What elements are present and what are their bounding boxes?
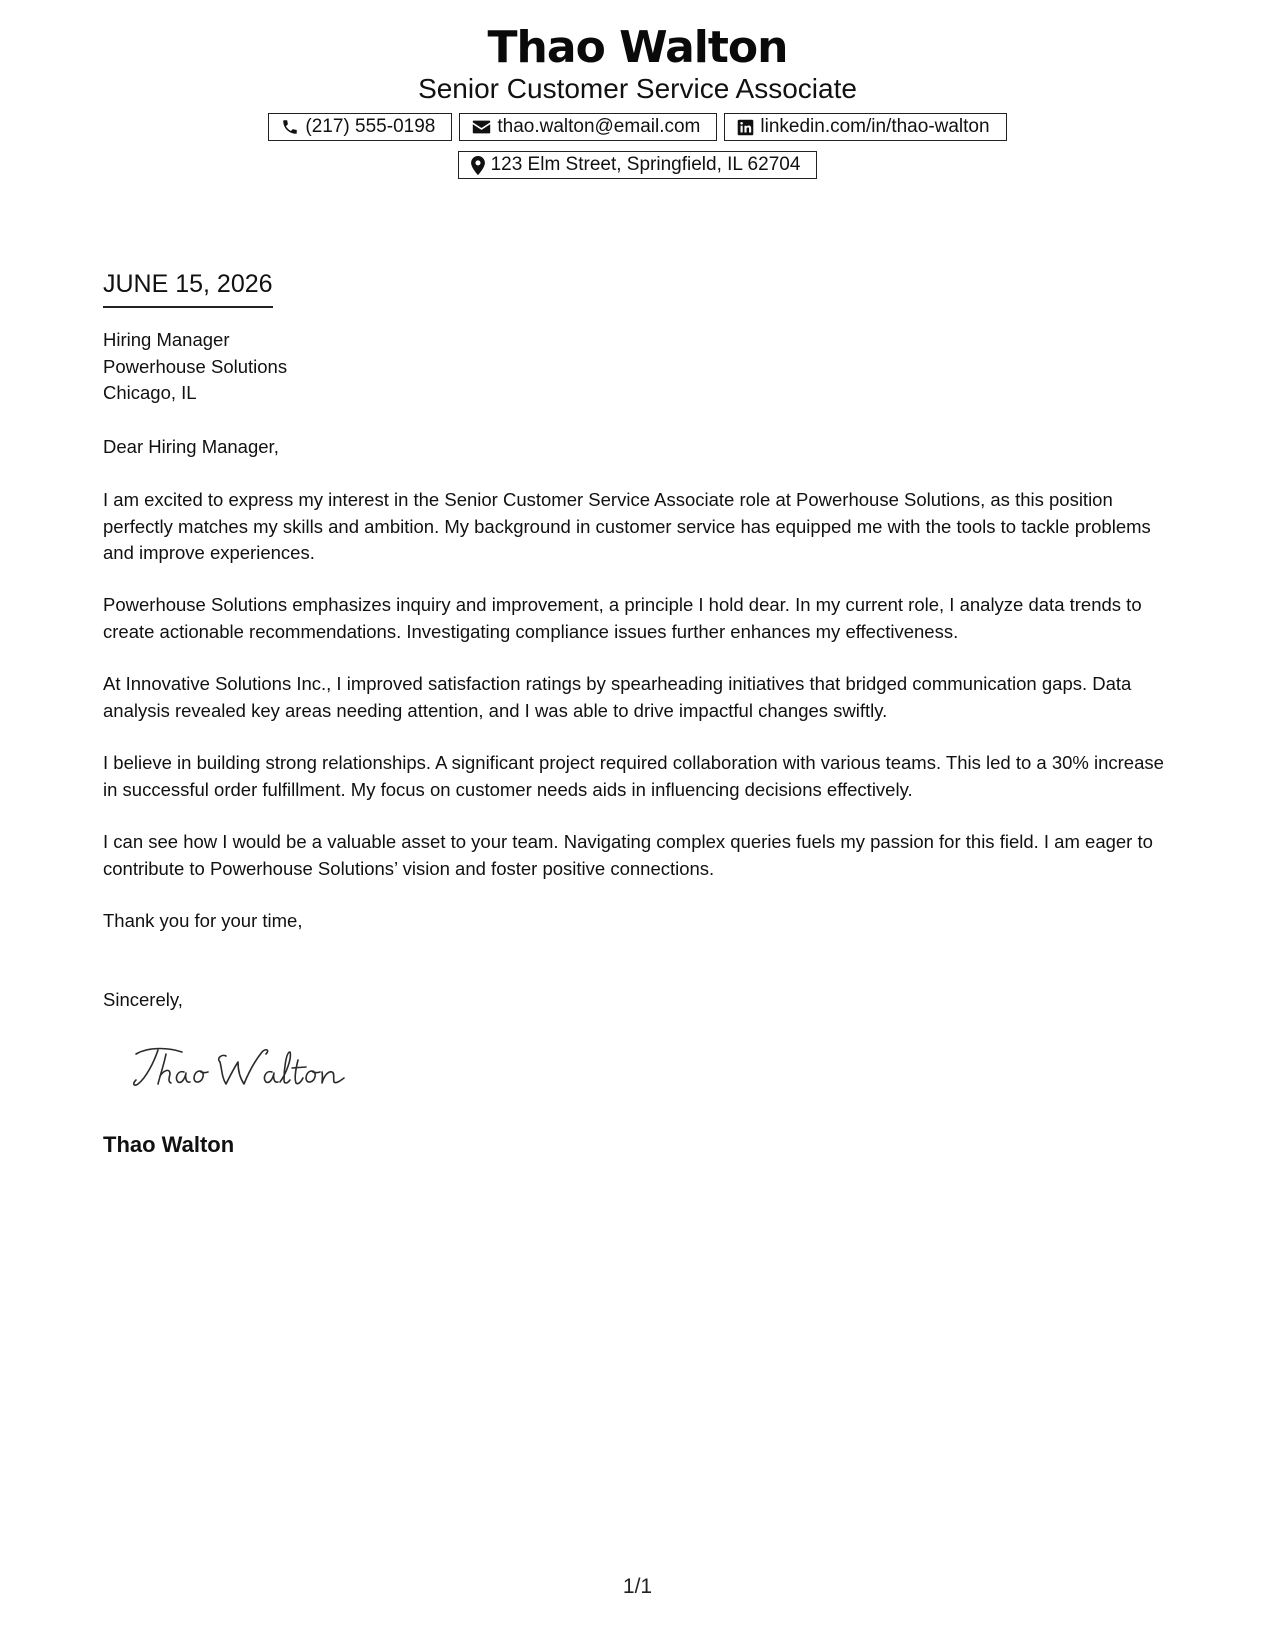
email-address: thao.walton@email.com [497, 116, 701, 137]
phone-icon [281, 118, 299, 136]
map-pin-icon [471, 156, 485, 175]
signed-name: Thao Walton [103, 1132, 235, 1157]
recipient-company: Powerhouse Solutions [103, 355, 288, 377]
job-title: Senior Customer Service Associate [418, 73, 857, 104]
phone-contact [268, 113, 452, 141]
contact-row [0, 113, 1275, 141]
street-address: 123 Elm Street, Springfield, IL 62704 [490, 154, 801, 175]
recipient-line: Hiring Manager [103, 329, 230, 350]
paragraph: I can see how I would be a valuable asset to your team. Navigating complex queries fuels my passion for this field. I am eager to contribute to Powerhouse Solutions’ vision and foster positive connections. [103, 831, 1153, 879]
letter-date: JUNE 15, 2026 [103, 268, 273, 308]
linkedin-icon [737, 119, 754, 136]
recipient-location: Chicago, IL [103, 382, 197, 403]
phone-number: (217) 555-0198 [305, 116, 436, 137]
linkedin-url: linkedin.com/in/thao-walton [760, 116, 990, 137]
paragraph: Powerhouse Solutions emphasizes inquiry and improvement, a principle I hold dear. In my current role, I analyze data trends to create actionable recommendations. Investigating compliance issues further enhances my effectiveness. [103, 594, 1142, 642]
paragraph: I am excited to express my interest in the Senior Customer Service Associate role at Powerhouse Solutions, as this position perfectly matches my skills and ambition. My background in customer service has equipped me with the tools to tackle problems and improve experiences. [103, 489, 1151, 563]
salutation: Dear Hiring Manager, [103, 436, 279, 457]
closing-line: Sincerely, [103, 989, 183, 1010]
page-number: 1/1 [622, 1575, 653, 1598]
linkedin-contact [724, 113, 1006, 141]
email-contact [459, 113, 717, 141]
handwritten-signature [130, 1040, 350, 1096]
paragraph: I believe in building strong relationships. A significant project required collaboration with various teams. This led to a 30% increase in successful order fulfillment. My focus on customer needs aids in influencing decisions effectively. [103, 752, 1164, 800]
applicant-name: Thao Walton [487, 22, 788, 73]
thanks-line: Thank you for your time, [103, 910, 303, 931]
address-row [0, 151, 1275, 179]
paragraph: At Innovative Solutions Inc., I improved satisfaction ratings by spearheading initiatives that bridged communication gaps. Data analysis revealed key areas needing attention, and I was able to drive impactful changes swiftly. [103, 673, 1132, 721]
recipient-block [103, 327, 287, 407]
envelope-icon [472, 119, 491, 135]
address-contact [458, 151, 818, 179]
